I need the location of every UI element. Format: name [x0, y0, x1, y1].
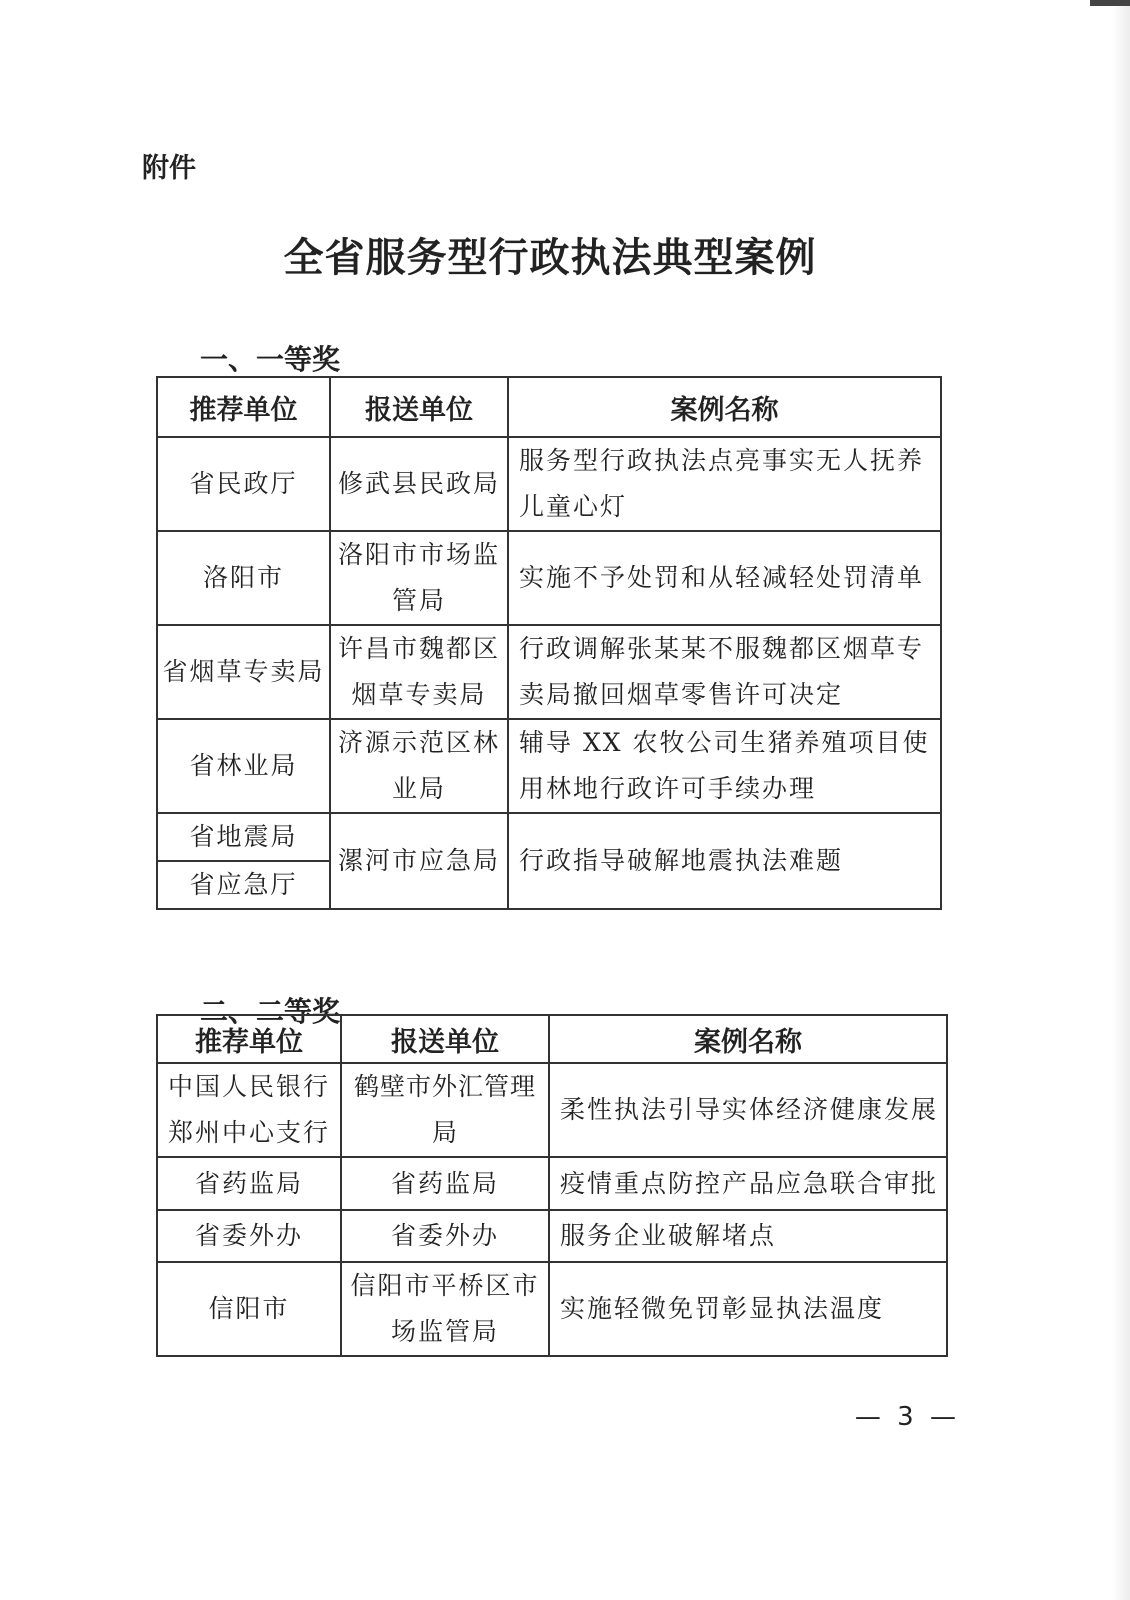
cell-submitter: 济源示范区林业局: [330, 719, 508, 813]
table-row: [157, 531, 941, 625]
attachment-label: 附件: [142, 153, 196, 184]
table-row: [157, 719, 941, 813]
header-submitter: 报送单位: [341, 1015, 549, 1063]
page-number: — 3 —: [854, 1402, 960, 1432]
cell-case: 疫情重点防控产品应急联合审批: [549, 1157, 947, 1210]
table-row: [157, 1210, 947, 1262]
cell-case: 柔性执法引导实体经济健康发展: [549, 1063, 947, 1157]
header-recommender: 推荐单位: [157, 1015, 341, 1063]
second-prize-table: [156, 1014, 948, 1357]
table-row: [157, 625, 941, 719]
cell-recommender: 省应急厅: [157, 861, 330, 909]
cell-recommender: 洛阳市: [157, 531, 330, 625]
header-case: 案例名称: [549, 1015, 947, 1063]
cell-submitter: 省药监局: [341, 1157, 549, 1210]
cell-recommender: 省民政厅: [157, 437, 330, 531]
cell-case: 行政指导破解地震执法难题: [508, 813, 941, 909]
cell-submitter: 省委外办: [341, 1210, 549, 1262]
table-header-row: [157, 1015, 947, 1063]
header-submitter: 报送单位: [330, 377, 508, 437]
table-row: [157, 1262, 947, 1356]
cell-recommender: 省药监局: [157, 1157, 341, 1210]
scan-edge-shadow: [1112, 0, 1130, 1600]
table-row: [157, 437, 941, 531]
cell-submitter: 许昌市魏都区烟草专卖局: [330, 625, 508, 719]
cell-submitter: 修武县民政局: [330, 437, 508, 531]
scan-corner-mark: [1090, 0, 1130, 6]
cell-recommender: 省林业局: [157, 719, 330, 813]
table-row: [157, 1157, 947, 1210]
cell-submitter: 鹤壁市外汇管理局: [341, 1063, 549, 1157]
cell-submitter: 信阳市平桥区市场监管局: [341, 1262, 549, 1356]
cell-case: 辅导 XX 农牧公司生猪养殖项目使用林地行政许可手续办理: [508, 719, 941, 813]
cell-case: 实施不予处罚和从轻减轻处罚清单: [508, 531, 941, 625]
cell-recommender: 省地震局: [157, 813, 330, 861]
cell-case: 行政调解张某某不服魏都区烟草专卖局撤回烟草零售许可决定: [508, 625, 941, 719]
cell-recommender: 中国人民银行郑州中心支行: [157, 1063, 341, 1157]
header-recommender: 推荐单位: [157, 377, 330, 437]
header-case: 案例名称: [508, 377, 941, 437]
cell-recommender: 省委外办: [157, 1210, 341, 1262]
first-prize-table: [156, 376, 942, 910]
cell-submitter: 漯河市应急局: [330, 813, 508, 909]
cell-case: 服务型行政执法点亮事实无人抚养儿童心灯: [508, 437, 941, 531]
cell-case: 服务企业破解堵点: [549, 1210, 947, 1262]
table-row: [157, 813, 941, 861]
cell-case: 实施轻微免罚彰显执法温度: [549, 1262, 947, 1356]
table-header-row: [157, 377, 941, 437]
table-row: [157, 1063, 947, 1157]
cell-submitter: 洛阳市市场监管局: [330, 531, 508, 625]
section-heading-second-prize: 二、二等奖: [200, 995, 341, 1028]
cell-recommender: 信阳市: [157, 1262, 341, 1356]
document-title: 全省服务型行政执法典型案例: [283, 235, 817, 281]
section-heading-first-prize: 一、一等奖: [200, 343, 341, 376]
cell-recommender: 省烟草专卖局: [157, 625, 330, 719]
